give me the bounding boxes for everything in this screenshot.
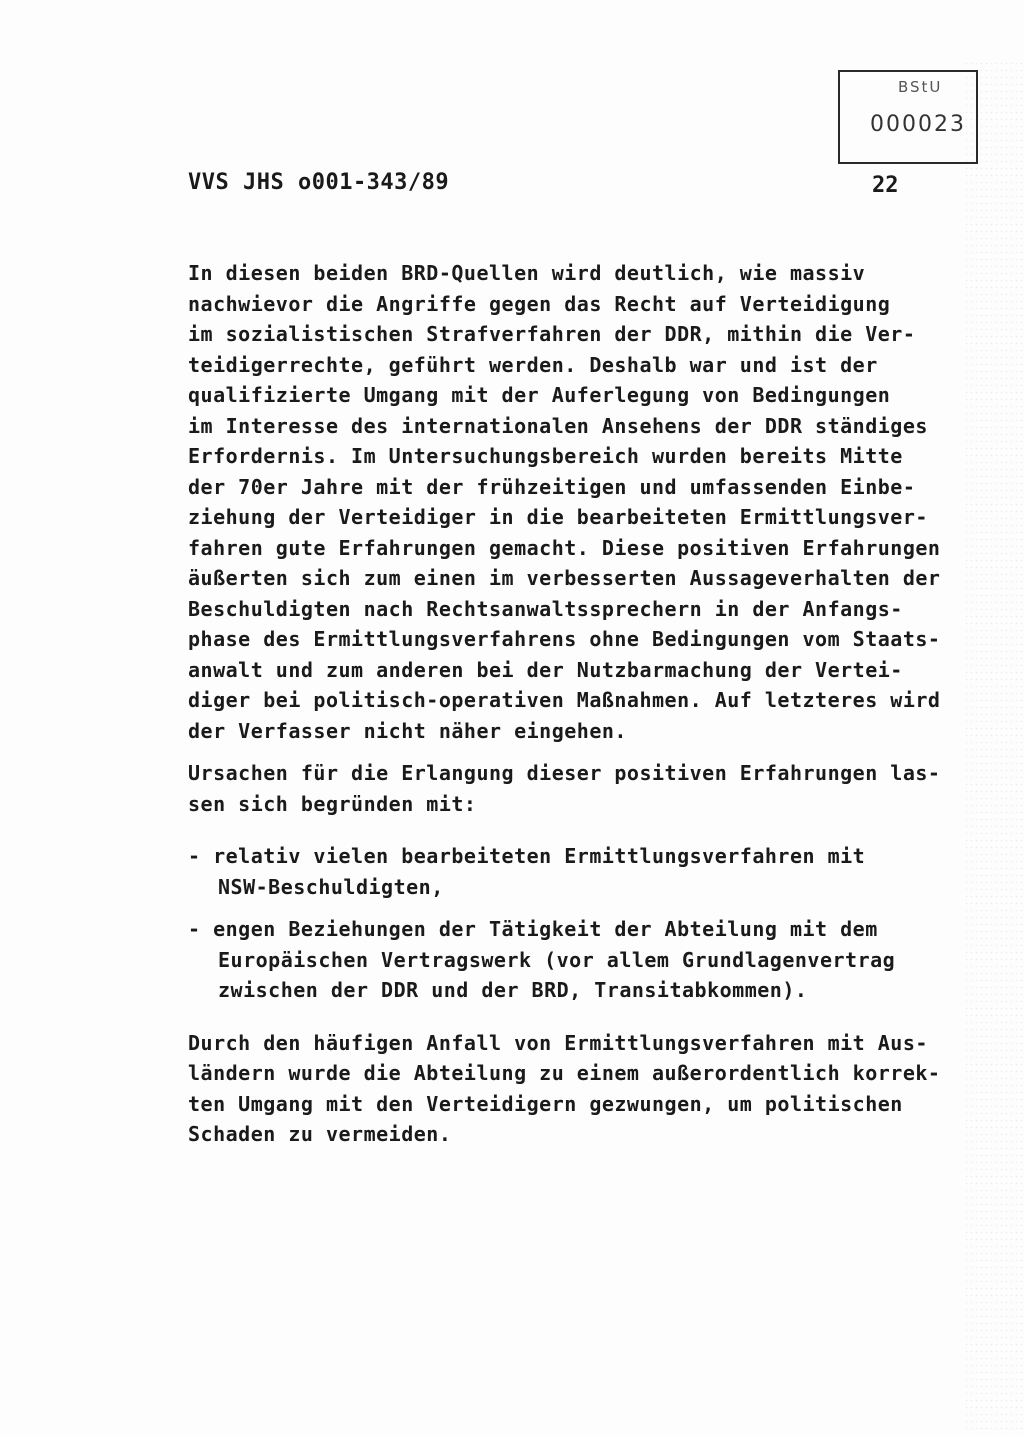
text-line: im sozialistischen Strafverfahren der DDR, mithin die Ver- — [188, 322, 916, 346]
text-line: qualifizierte Umgang mit der Auferlegung von Bedingungen — [188, 383, 891, 407]
text-line: im Interesse des internationalen Ansehens der DDR ständiges — [188, 413, 928, 438]
text-line: - relativ vielen bearbeiteten Ermittlungsverfahren mit — [188, 844, 866, 868]
text-line: Schaden zu vermeiden. — [188, 1122, 452, 1146]
text-line: In diesen beiden BRD-Quellen wird deutlich, wie massiv — [188, 261, 866, 285]
text-line: der 70er Jahre mit der frühzeitigen und umfassenden Einbe- — [188, 474, 916, 499]
text-line: teidigerrechte, geführt werden. Deshalb war und ist der — [188, 352, 878, 377]
paragraph-1 — [188, 258, 941, 746]
document-body — [188, 258, 941, 1150]
text-line: ziehung der Verteidiger in die bearbeiteten Ermittlungsver- — [188, 505, 928, 529]
list-item — [188, 914, 928, 1006]
paragraph-2 — [188, 758, 941, 819]
document-reference: VVS JHS o001-343/89 — [188, 170, 450, 195]
text-line: ländern wurde die Abteilung zu einem außerordentlich korrek- — [188, 1061, 941, 1085]
list-item — [188, 841, 928, 902]
text-line: ten Umgang mit den Verteidigern gezwungen, um politischen — [188, 1091, 903, 1116]
scan-noise — [964, 60, 1024, 1435]
bullet-list — [188, 841, 928, 1006]
text-line: fahren gute Erfahrungen gemacht. Diese positiven Erfahrungen — [188, 535, 941, 560]
text-line: phase des Ermittlungsverfahrens ohne Bedingungen vom Staats- — [188, 627, 941, 651]
text-line: Durch den häufigen Anfall von Ermittlungsverfahren mit Aus- — [188, 1030, 928, 1055]
text-line: sen sich begründen mit: — [188, 791, 477, 816]
text-line: Beschuldigten nach Rechtsanwaltssprechern in der Anfangs- — [188, 596, 903, 621]
page-number: 22 — [872, 173, 899, 198]
text-line: nachwievor die Angriffe gegen das Recht auf Verteidigung — [188, 291, 891, 316]
text-line: anwalt und zum anderen bei der Nutzbarmachung der Vertei- — [188, 657, 903, 682]
text-line: äußerten sich zum einen im verbesserten Aussageverhalten der — [188, 566, 941, 590]
text-line: der Verfasser nicht näher eingehen. — [188, 718, 627, 743]
stamp-label: BStU — [898, 78, 943, 96]
stamp-number: 000023 — [870, 112, 966, 137]
text-line: zwischen der DDR und der BRD, Transitabkommen). — [218, 978, 808, 1002]
text-line: Erfordernis. Im Untersuchungsbereich wurden bereits Mitte — [188, 444, 903, 468]
archive-stamp — [838, 70, 978, 164]
text-line: Europäischen Vertragswerk (vor allem Grundlagenvertrag — [218, 947, 896, 972]
text-line: - engen Beziehungen der Tätigkeit der Abteilung mit dem — [188, 917, 878, 941]
text-line: Ursachen für die Erlangung dieser positiven Erfahrungen las- — [188, 761, 941, 785]
paragraph-3 — [188, 1028, 941, 1150]
text-line: diger bei politisch-operativen Maßnahmen. Auf letzteres wird — [188, 688, 941, 712]
text-line: NSW-Beschuldigten, — [218, 874, 444, 899]
